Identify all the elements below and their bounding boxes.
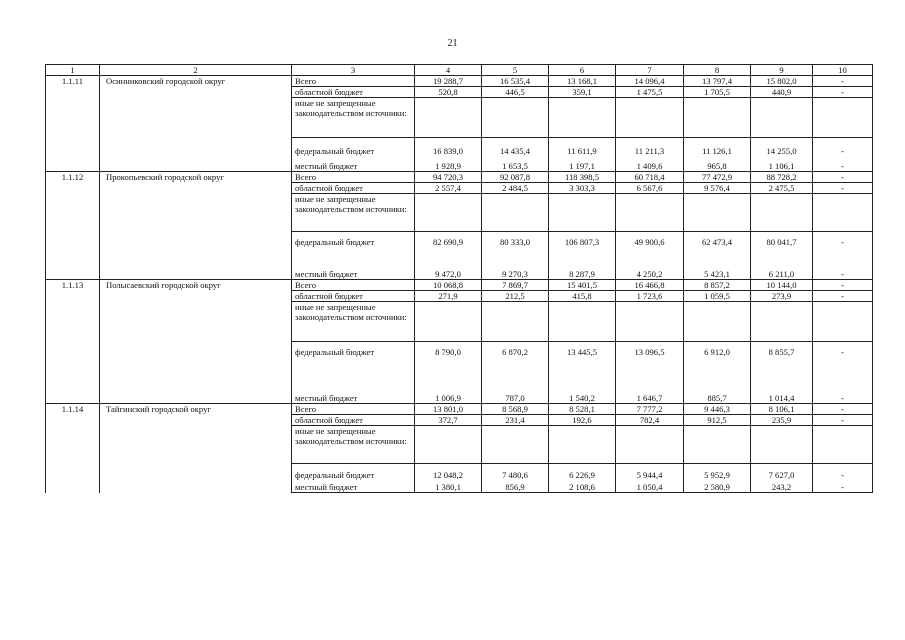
value-cell: 446,5 (482, 87, 549, 98)
value-cell: 60 718,4 (616, 172, 684, 183)
district-name: Полысаевский городской округ (100, 280, 292, 404)
header-cell: 4 (415, 65, 482, 76)
value-cell: 8 287,9 (549, 247, 616, 280)
value-cell: 10 068,8 (415, 280, 482, 291)
value-cell: - (813, 232, 873, 247)
district-row-total (46, 404, 873, 415)
row-label: иные не запрещенные законодательством источники: (292, 426, 415, 464)
header-cell: 9 (751, 65, 813, 76)
row-label: иные не запрещенные законодательством источники: (292, 98, 415, 138)
row-label: местный бюджет (292, 480, 415, 493)
value-cell: 1 409,6 (616, 156, 684, 172)
value-cell: 5 944,4 (616, 464, 684, 480)
value-cell: 1 006,9 (415, 357, 482, 404)
value-cell (415, 302, 482, 342)
value-cell: 2 108,6 (549, 480, 616, 493)
value-cell: 4 250,2 (616, 247, 684, 280)
value-cell: - (813, 172, 873, 183)
value-cell: - (813, 357, 873, 404)
value-cell: 8 855,7 (751, 342, 813, 357)
value-cell: 912,5 (684, 415, 751, 426)
value-cell (482, 194, 549, 232)
value-cell (751, 194, 813, 232)
value-cell: 88 728,2 (751, 172, 813, 183)
value-cell: 787,0 (482, 357, 549, 404)
value-cell (482, 302, 549, 342)
district-row-total (46, 280, 873, 291)
district-code: 1.1.11 (46, 76, 100, 172)
row-label: областной бюджет (292, 291, 415, 302)
value-cell: - (813, 480, 873, 493)
value-cell: 8 790,0 (415, 342, 482, 357)
value-cell: 7 869,7 (482, 280, 549, 291)
value-cell (549, 194, 616, 232)
value-cell (813, 194, 873, 232)
value-cell: 13 096,5 (616, 342, 684, 357)
value-cell: - (813, 183, 873, 194)
value-cell: 12 048,2 (415, 464, 482, 480)
value-cell: 6 870,2 (482, 342, 549, 357)
row-label: Всего (292, 76, 415, 87)
value-cell (549, 426, 616, 464)
row-label: местный бюджет (292, 357, 415, 404)
district-name: Осинниковский городской округ (100, 76, 292, 172)
value-cell (482, 426, 549, 464)
value-cell (751, 98, 813, 138)
value-cell: - (813, 404, 873, 415)
value-cell: 440,9 (751, 87, 813, 98)
district-row-total (46, 76, 873, 87)
value-cell (813, 302, 873, 342)
value-cell: 2 475,5 (751, 183, 813, 194)
value-cell: 6 211,0 (751, 247, 813, 280)
row-label: областной бюджет (292, 183, 415, 194)
value-cell: 231,4 (482, 415, 549, 426)
value-cell: 415,8 (549, 291, 616, 302)
value-cell: 94 720,3 (415, 172, 482, 183)
value-cell: 1 050,4 (616, 480, 684, 493)
district-name: Прокопьевский городской округ (100, 172, 292, 280)
value-cell: 118 398,5 (549, 172, 616, 183)
value-cell: 2 557,4 (415, 183, 482, 194)
value-cell: 92 087,8 (482, 172, 549, 183)
value-cell: 14 255,0 (751, 138, 813, 156)
value-cell: 7 777,2 (616, 404, 684, 415)
row-label: федеральный бюджет (292, 138, 415, 156)
district-code: 1.1.12 (46, 172, 100, 280)
district-code: 1.1.14 (46, 404, 100, 493)
row-label: Всего (292, 172, 415, 183)
value-cell (684, 98, 751, 138)
value-cell: 16 839,0 (415, 138, 482, 156)
value-cell: 1 380,1 (415, 480, 482, 493)
value-cell: 15 401,5 (549, 280, 616, 291)
row-label: иные не запрещенные законодательством источники: (292, 194, 415, 232)
value-cell: 372,7 (415, 415, 482, 426)
value-cell: 1 928,9 (415, 156, 482, 172)
value-cell: 9 270,3 (482, 247, 549, 280)
value-cell (482, 98, 549, 138)
header-cell: 7 (616, 65, 684, 76)
value-cell: 212,5 (482, 291, 549, 302)
header-cell: 6 (549, 65, 616, 76)
value-cell (684, 194, 751, 232)
value-cell: 16 466,8 (616, 280, 684, 291)
value-cell: 1 197,1 (549, 156, 616, 172)
value-cell: - (813, 87, 873, 98)
value-cell: 5 423,1 (684, 247, 751, 280)
value-cell (616, 98, 684, 138)
value-cell: 13 445,5 (549, 342, 616, 357)
value-cell: 13 797,4 (684, 76, 751, 87)
value-cell: 885,7 (684, 357, 751, 404)
row-label: иные не запрещенные законодательством источники: (292, 302, 415, 342)
value-cell: 1 014,4 (751, 357, 813, 404)
value-cell: 49 900,6 (616, 232, 684, 247)
value-cell: - (813, 76, 873, 87)
value-cell: 359,1 (549, 87, 616, 98)
row-label: Всего (292, 404, 415, 415)
value-cell: 106 807,3 (549, 232, 616, 247)
row-label: областной бюджет (292, 87, 415, 98)
row-label: федеральный бюджет (292, 464, 415, 480)
value-cell: 1 540,2 (549, 357, 616, 404)
district-name: Тайгинский городской округ (100, 404, 292, 493)
value-cell: - (813, 291, 873, 302)
value-cell: 1 653,5 (482, 156, 549, 172)
value-cell: 271,9 (415, 291, 482, 302)
row-label: федеральный бюджет (292, 342, 415, 357)
district-row-total (46, 172, 873, 183)
header-cell: 3 (292, 65, 415, 76)
value-cell (616, 194, 684, 232)
row-label: местный бюджет (292, 247, 415, 280)
value-cell: 1 059,5 (684, 291, 751, 302)
value-cell: 1 705,5 (684, 87, 751, 98)
value-cell: 1 723,6 (616, 291, 684, 302)
header-row (46, 65, 873, 76)
value-cell (415, 426, 482, 464)
value-cell: 782,4 (616, 415, 684, 426)
value-cell: 6 567,6 (616, 183, 684, 194)
value-cell: 80 333,0 (482, 232, 549, 247)
value-cell: 2 484,5 (482, 183, 549, 194)
value-cell: 82 690,9 (415, 232, 482, 247)
value-cell: 62 473,4 (684, 232, 751, 247)
value-cell: - (813, 342, 873, 357)
value-cell: - (813, 247, 873, 280)
value-cell: 1 646,7 (616, 357, 684, 404)
value-cell: 15 802,0 (751, 76, 813, 87)
value-cell: 13 801,0 (415, 404, 482, 415)
value-cell: 1 475,5 (616, 87, 684, 98)
value-cell: 243,2 (751, 480, 813, 493)
value-cell: 9 446,3 (684, 404, 751, 415)
budget-table (45, 64, 873, 493)
value-cell: 14 096,4 (616, 76, 684, 87)
value-cell: 1 106,1 (751, 156, 813, 172)
value-cell: 5 952,9 (684, 464, 751, 480)
value-cell: 6 226,9 (549, 464, 616, 480)
value-cell (751, 426, 813, 464)
value-cell: 19 288,7 (415, 76, 482, 87)
value-cell: 11 611,9 (549, 138, 616, 156)
value-cell: 8 106,1 (751, 404, 813, 415)
value-cell (616, 302, 684, 342)
value-cell: 8 568,9 (482, 404, 549, 415)
value-cell (549, 98, 616, 138)
page-number: 21 (447, 38, 458, 49)
value-cell: 13 168,1 (549, 76, 616, 87)
value-cell: 8 528,1 (549, 404, 616, 415)
value-cell: - (813, 156, 873, 172)
value-cell: 856,9 (482, 480, 549, 493)
value-cell: 77 472,9 (684, 172, 751, 183)
value-cell (813, 98, 873, 138)
value-cell: 2 580,9 (684, 480, 751, 493)
value-cell (751, 302, 813, 342)
value-cell: 6 912,0 (684, 342, 751, 357)
district-code: 1.1.13 (46, 280, 100, 404)
value-cell: 11 126,1 (684, 138, 751, 156)
value-cell (549, 302, 616, 342)
value-cell (813, 426, 873, 464)
value-cell: 16 535,4 (482, 76, 549, 87)
value-cell: 11 211,3 (616, 138, 684, 156)
header-cell: 5 (482, 65, 549, 76)
row-label: областной бюджет (292, 415, 415, 426)
value-cell (616, 426, 684, 464)
header-cell: 1 (46, 65, 100, 76)
value-cell: 9 576,4 (684, 183, 751, 194)
value-cell: 235,9 (751, 415, 813, 426)
value-cell: 10 144,0 (751, 280, 813, 291)
value-cell: 8 857,2 (684, 280, 751, 291)
row-label: федеральный бюджет (292, 232, 415, 247)
value-cell: 520,8 (415, 87, 482, 98)
value-cell: 192,6 (549, 415, 616, 426)
value-cell: 965,8 (684, 156, 751, 172)
header-cell: 10 (813, 65, 873, 76)
header-cell: 2 (100, 65, 292, 76)
value-cell: 3 303,3 (549, 183, 616, 194)
value-cell: 80 041,7 (751, 232, 813, 247)
value-cell: 7 627,0 (751, 464, 813, 480)
value-cell: - (813, 464, 873, 480)
value-cell (415, 194, 482, 232)
row-label: Всего (292, 280, 415, 291)
value-cell: 7 480,6 (482, 464, 549, 480)
value-cell: - (813, 415, 873, 426)
row-label: местный бюджет (292, 156, 415, 172)
header-cell: 8 (684, 65, 751, 76)
value-cell: - (813, 138, 873, 156)
value-cell: 273,9 (751, 291, 813, 302)
value-cell (415, 98, 482, 138)
value-cell: - (813, 280, 873, 291)
value-cell: 9 472,0 (415, 247, 482, 280)
value-cell (684, 426, 751, 464)
value-cell (684, 302, 751, 342)
value-cell: 14 435,4 (482, 138, 549, 156)
